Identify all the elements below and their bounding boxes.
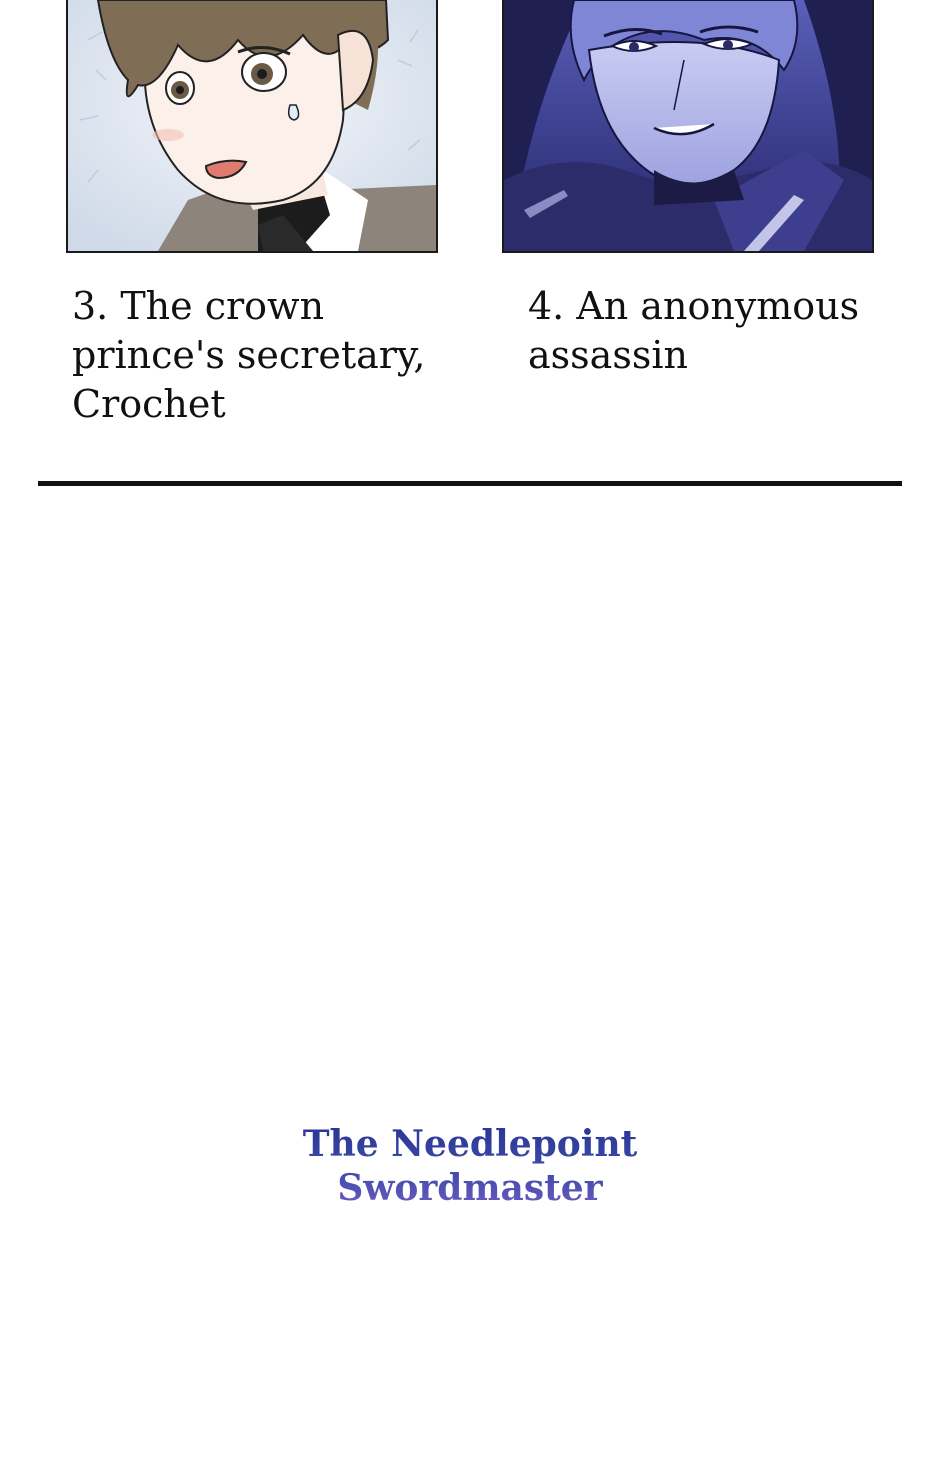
assassin-portrait-icon [504,0,872,251]
assassin-portrait-panel [502,0,874,253]
section-divider [38,481,902,486]
crochet-portrait-panel [66,0,438,253]
crochet-portrait-icon [68,0,436,251]
character-caption-crochet: 3. The crown prince's secretary, Crochet [72,284,426,426]
series-title-logo: The Needlepoint Swordmaster [270,1122,670,1210]
character-caption-assassin: 4. An anonymous assassin [528,284,860,377]
